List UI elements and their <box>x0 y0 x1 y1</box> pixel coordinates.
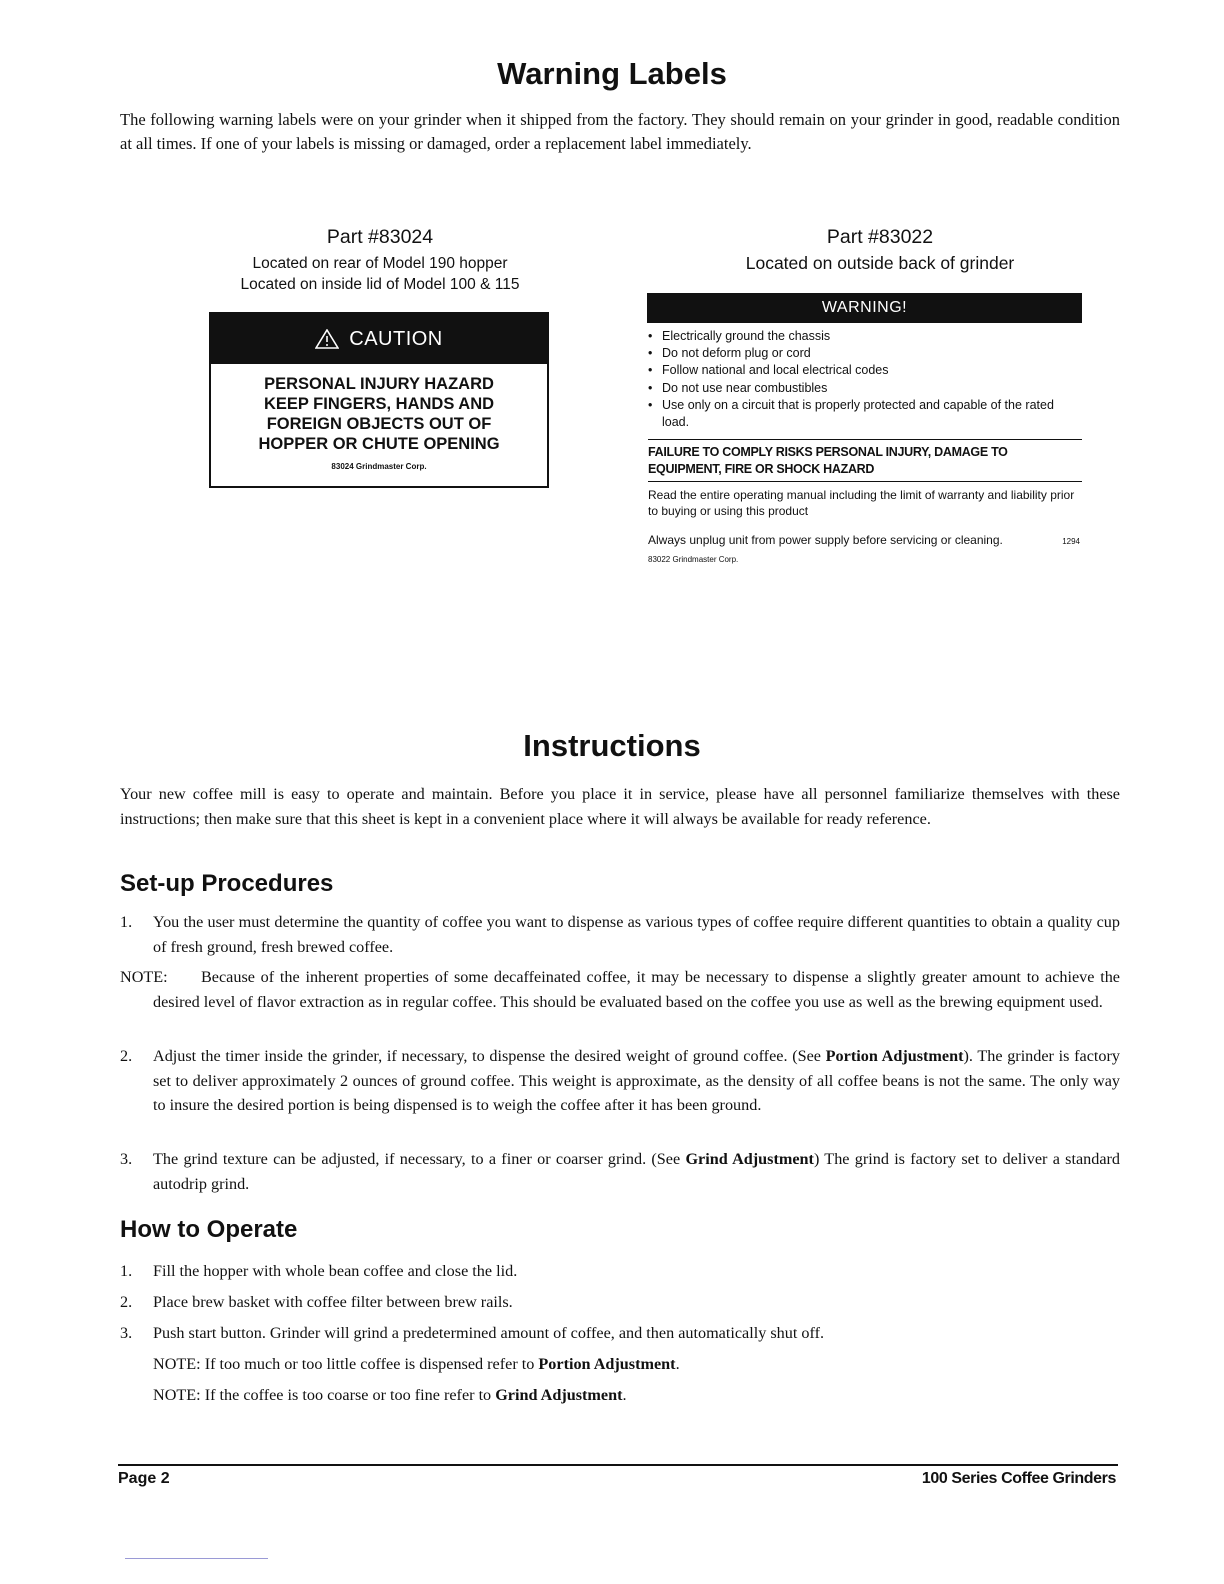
operate-item-1 <box>120 1259 1120 1284</box>
setup-item-2 <box>120 1044 1120 1118</box>
caution-line-3: FOREIGN OBJECTS OUT OF <box>266 415 492 433</box>
warning-labels-intro: The following warning labels were on your grinder when it shipped from the factory. They should remain on your grinder in good, readable condition at all times. If one of your labels is missing or damaged, order a replacement label immediately. <box>120 110 1120 153</box>
warning-read-manual: Read the entire operating manual including the limit of warranty and liability prior to buying or using this product <box>648 488 1075 518</box>
footer-page-number: Page 2 <box>118 1470 170 1487</box>
setup-item-1 <box>120 910 1120 959</box>
list-number: 1. <box>120 913 133 931</box>
operate-item-1-text: Fill the hopper with whole bean coffee and close the lid. <box>153 1262 518 1280</box>
portion-adjustment-ref: Portion Adjustment <box>538 1355 676 1373</box>
part-83022-block <box>660 226 1100 274</box>
setup-item-3-text <box>153 1147 1120 1196</box>
instructions-title: Instructions <box>523 728 701 763</box>
list-number: 2. <box>120 1047 133 1065</box>
list-number: 3. <box>120 1324 133 1342</box>
warning-label-code: 1294 83022 Grindmaster Corp. <box>648 537 1080 564</box>
caution-header <box>211 314 547 364</box>
operate-item-2-text: Place brew basket with coffee filter between brew rails. <box>153 1293 513 1311</box>
warning-bullet-list <box>648 328 1078 431</box>
setup-note-text: Because of the inherent properties of some decaffeinated coffee, it may be necessary to dispense a slightly greater amount to achieve the desired level of flavor extraction as in regular coffee. This should be evaluated based on the coffee you use as well as the brewing equipment used. <box>153 968 1120 1011</box>
operate-note-2-pre: If the coffee is too coarse or too fine refer to <box>204 1386 496 1404</box>
footer-product-name: 100 Series Coffee Grinders <box>921 1470 1116 1487</box>
operate-note-2-post: . <box>622 1386 627 1404</box>
setup-item-2-text <box>153 1044 1120 1118</box>
footer-divider <box>118 1464 1118 1466</box>
part-83024-block <box>180 226 580 295</box>
part-83024-location-1: Located on rear of Model 190 hopper <box>252 255 508 272</box>
operate-item-3 <box>120 1321 1120 1346</box>
list-number: 2. <box>120 1293 133 1311</box>
warning-bullet: • Follow national and local electrical codes <box>648 362 1078 379</box>
caution-line-4: HOPPER OR CHUTE OPENING <box>258 435 500 453</box>
setup-note <box>120 965 1120 1014</box>
setup-item-3-pre: The grind texture can be adjusted, if necessary, to a finer or coarser grind. (See <box>153 1150 686 1168</box>
operate-item-2 <box>120 1290 1120 1315</box>
grind-adjustment-ref: Grind Adjustment <box>685 1150 814 1168</box>
caution-line-2: KEEP FINGERS, HANDS AND <box>263 395 495 413</box>
portion-adjustment-ref: Portion Adjustment <box>825 1047 964 1065</box>
caution-label <box>209 312 549 488</box>
setup-item-3 <box>120 1147 1120 1196</box>
warning-divider <box>648 439 1082 440</box>
setup-item-3-post: ) The grind is factory set to deliver a standard autodrip grind. <box>153 1150 1120 1193</box>
operate-note-1 <box>153 1352 1113 1377</box>
setup-item-2-post: ). The grinder is factory set to deliver approximately 2 ounces of ground coffee. This weight is approximate, as the density of all coffee beans is not the same. The only way to insure the desired portion is being dispensed is to weigh the coffee after it has been ground. <box>153 1047 1120 1114</box>
warning-unplug <box>648 532 1082 568</box>
note-label: NOTE: <box>120 968 168 986</box>
operate-note-2 <box>153 1383 1113 1408</box>
warning-triangle-icon <box>315 329 339 349</box>
caution-label-code: 83024 Grindmaster Corp. <box>331 462 427 471</box>
setup-item-2-pre: Adjust the timer inside the grinder, if necessary, to dispense the desired weight of ground coffee. (See <box>153 1047 826 1065</box>
warning-bullet: • Electrically ground the chassis <box>648 328 1078 345</box>
part-83024-location-2: Located on inside lid of Model 100 & 115 <box>240 276 520 293</box>
operate-note-1-pre: If too much or too little coffee is dispensed refer to <box>204 1355 539 1373</box>
grind-adjustment-ref: Grind Adjustment <box>495 1386 623 1404</box>
warning-divider <box>648 481 1082 482</box>
scan-artifact-line <box>125 1558 268 1559</box>
caution-line-1: PERSONAL INJURY HAZARD <box>264 375 494 393</box>
operate-note-1-post: . <box>675 1355 680 1373</box>
warning-bullet: • Do not deform plug or cord <box>648 345 1078 362</box>
caution-header-text: CAUTION <box>349 327 443 350</box>
part-83024-title: Part #83024 <box>326 226 434 248</box>
part-83022-title: Part #83022 <box>826 226 934 248</box>
warning-labels-title: Warning Labels <box>497 56 727 91</box>
warning-bullet: • Do not use near combustibles <box>648 380 1078 397</box>
operate-title: How to Operate <box>120 1216 298 1243</box>
warning-unplug-text: Always unplug unit from power supply before servicing or cleaning. <box>648 533 1003 547</box>
instructions-intro: Your new coffee mill is easy to operate and maintain. Before you place it in service, please have all personnel familiarize themselves with these instructions; then make sure that this sheet is kept in a convenient place where it will always be available for ready reference. <box>120 785 1120 828</box>
list-number: 3. <box>120 1150 133 1168</box>
list-number: 1. <box>120 1262 133 1280</box>
warning-bullet: • Use only on a circuit that is properly protected and capable of the rated load. <box>648 397 1078 431</box>
note-label: NOTE: <box>153 1386 201 1404</box>
part-83022-location: Located on outside back of grinder <box>745 253 1015 273</box>
setup-title: Set-up Procedures <box>120 870 334 897</box>
note-label: NOTE: <box>153 1355 201 1373</box>
warning-failure-text: FAILURE TO COMPLY RISKS PERSONAL INJURY, DAMAGE TO EQUIPMENT, FIRE OR SHOCK HAZARD <box>648 445 1008 476</box>
caution-body <box>211 374 547 454</box>
operate-item-3-text: Push start button. Grinder will grind a predetermined amount of coffee, and then automatically shut off. <box>153 1324 825 1342</box>
warning-header: WARNING! <box>647 293 1082 323</box>
setup-item-1-text: You the user must determine the quantity of coffee you want to dispense as various types of coffee require different quantities to obtain a quality cup of fresh ground, fresh brewed coffee. <box>153 913 1120 956</box>
